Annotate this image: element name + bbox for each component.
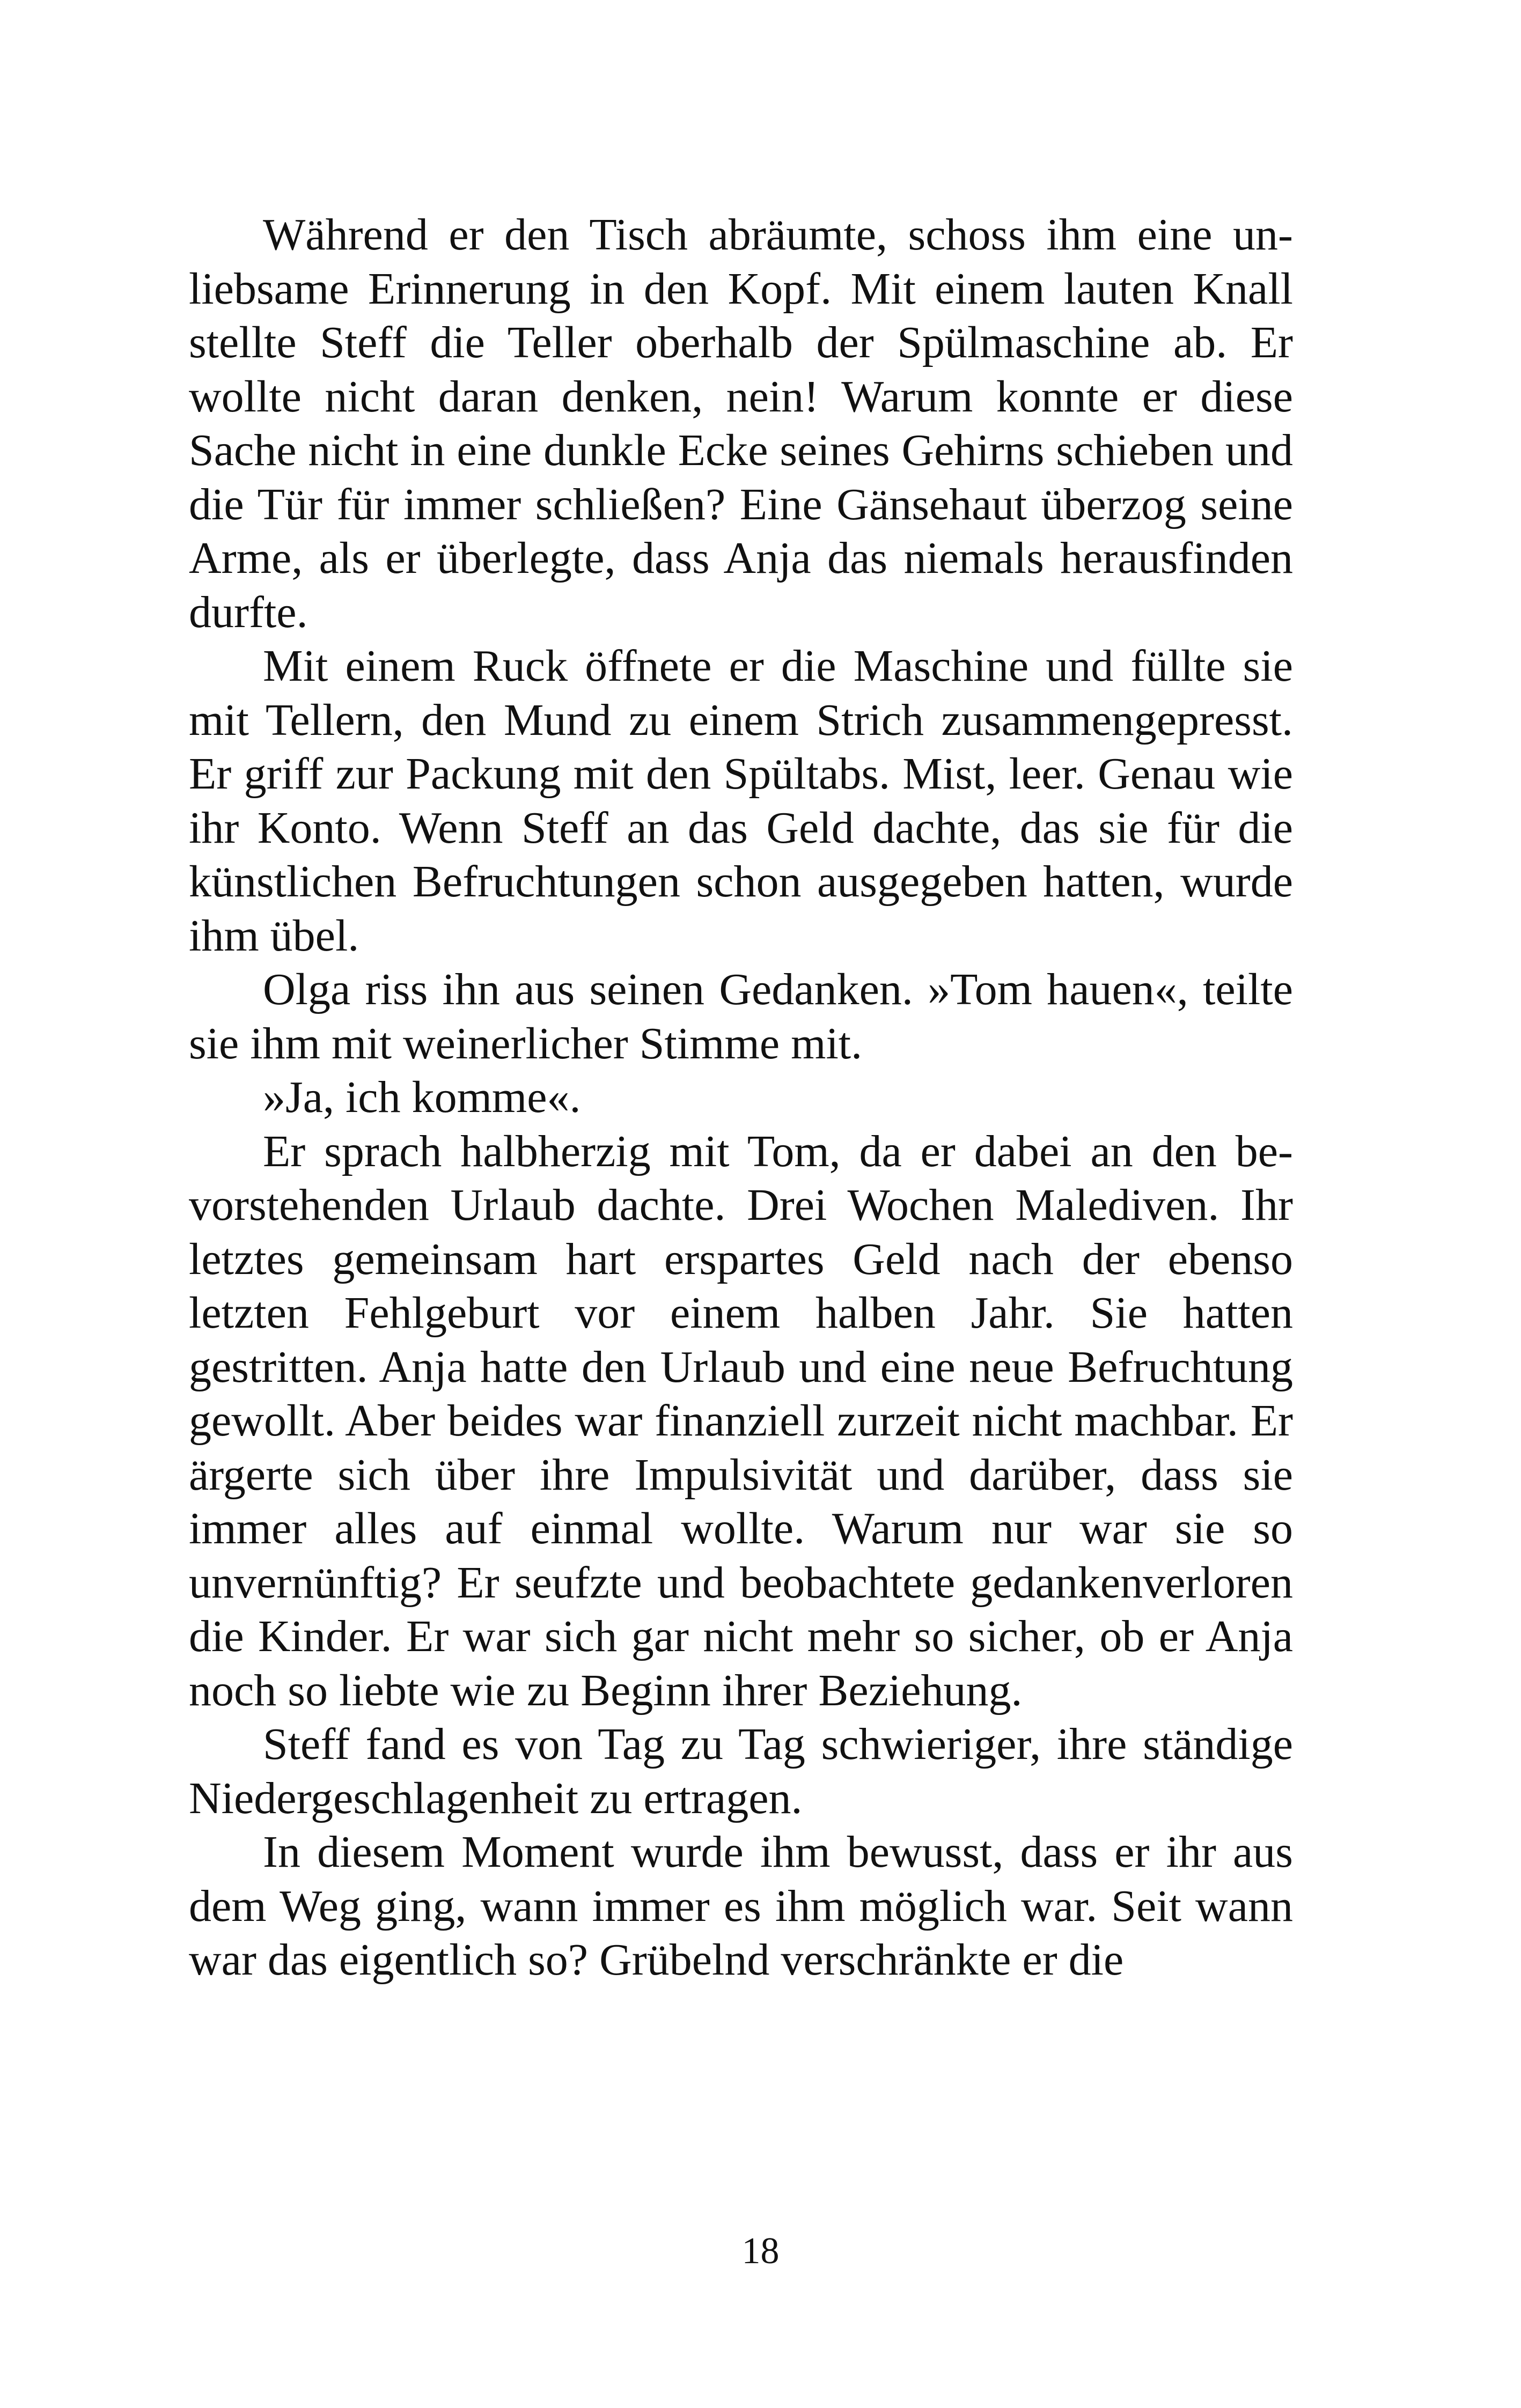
paragraph-3: Olga riss ihn aus seinen Gedanken. »Tom hauen«, teilte sie ihm mit weinerlicher Stimme mit. <box>189 964 1293 1069</box>
paragraph-1: Während er den Tisch abräumte, schoss ihm eine unliebsame Erinnerung in den Kopf. Mit einem lauten Knall stellte Steff die Teller oberhalb der Spülmaschine ab. Er wollte nicht daran denken, nein! Warum konnte er diese Sache nicht in eine dunkle Ecke seines Gehirns schieben und die Tür für immer schließen? Eine Gänsehaut überzog seine Arme, als er überlegte, dass Anja das niemals herausfinden durfte. <box>189 210 1293 637</box>
paragraph-7: In diesem Moment wurde ihm bewusst, dass er ihr aus dem Weg ging, wann immer es ihm möglich war. Seit wann war das eigentlich so? Grübelnd verschränkte er die <box>189 1827 1293 1985</box>
paragraph-6: Steff fand es von Tag zu Tag schwieriger, ihre ständige Niedergeschlagenheit zu ertragen. <box>189 1719 1293 1823</box>
paragraph-5: Er sprach halbherzig mit Tom, da er dabei an den bevorstehenden Urlaub dachte. Drei Wochen Malediven. Ihr letztes gemeinsam hart erspartes Geld nach der ebenso letzten Fehlgeburt vor einem halben Jahr. Sie hatten gestritten. Anja hatte den Urlaub und eine neue Befruchtung gewollt. Aber beides war finanziell zurzeit nicht machbar. Er ärgerte sich über ihre Impulsivität und darüber, dass sie immer alles auf einmal wollte. Warum nur war sie so unvernünftig? Er seufzte und beobachtete gedankenverloren die Kinder. Er war sich gar nicht mehr so sicher, ob er Anja noch so liebte wie zu Beginn ihrer Beziehung. <box>189 1126 1293 1715</box>
paragraph-2: Mit einem Ruck öffnete er die Maschine und füllte sie mit Tellern, den Mund zu einem Strich zusammengepresst. Er griff zur Packung mit den Spültabs. Mist, leer. Genau wie ihr Konto. Wenn Steff an das Geld dachte, das sie für die künstlichen Befruchtungen schon ausgegeben hatten, wurde ihm übel. <box>189 641 1293 961</box>
page-body <box>189 208 1293 1987</box>
page-number: 18 <box>741 2230 780 2272</box>
paragraph-4: »Ja, ich komme«. <box>263 1072 581 1122</box>
